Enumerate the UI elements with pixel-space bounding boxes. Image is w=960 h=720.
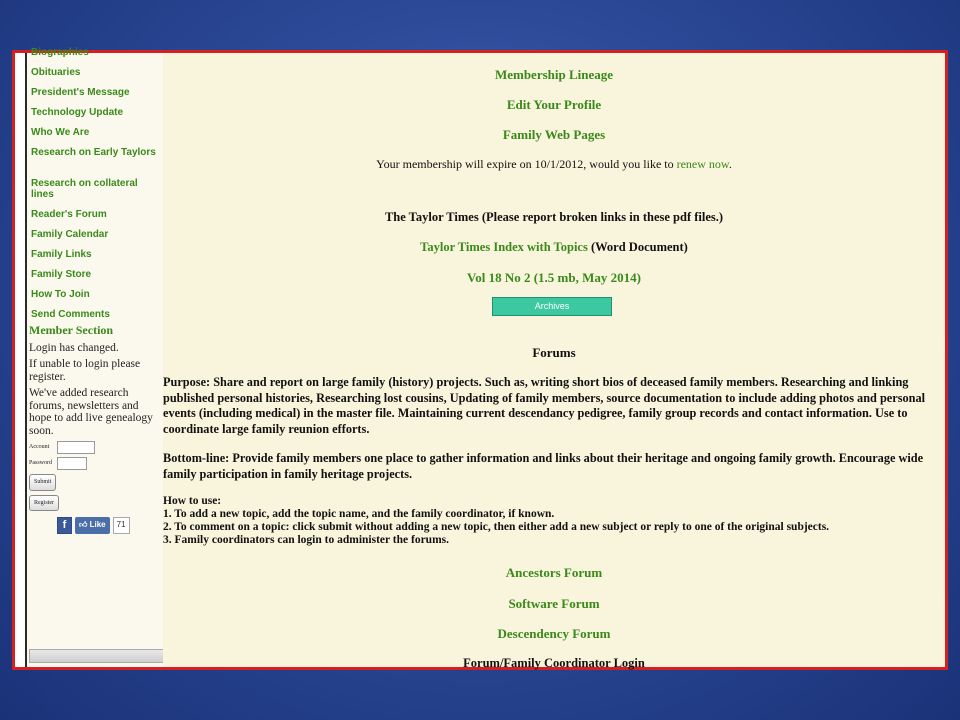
- renew-now-link[interactable]: renew now: [676, 157, 729, 171]
- expire-text: Your membership will expire on 10/1/2012, would you like to: [376, 157, 677, 171]
- research-forums-text: We've added research forums, newsletters and hope to add live genealogy soon.: [29, 387, 153, 437]
- sidebar-item-family-store[interactable]: Family Store: [31, 269, 92, 280]
- how-to-step-1: 1. To add a new topic, add the topic name, and the family coordinator, if known.: [163, 508, 555, 520]
- how-to-use-block: [163, 495, 947, 547]
- index-suffix: (Word Document): [587, 240, 688, 254]
- register-button[interactable]: Register: [29, 495, 59, 512]
- account-row: [29, 441, 161, 454]
- expire-end: .: [728, 157, 732, 171]
- sidebar-item-presidents-message[interactable]: President's Message: [31, 87, 130, 98]
- forums-bottom-line-text: Bottom-line: Provide family members one place to gather information and links about their heritage and ongoing family growth. Encourage wide family participation in family heritage projects.: [163, 451, 924, 481]
- thumbs-up-icon: 👍︎: [79, 520, 88, 530]
- login-changed-text: Login has changed.: [29, 341, 119, 354]
- sidebar-nav: [31, 47, 161, 329]
- membership-expire-notice: [163, 157, 945, 172]
- how-to-use-heading: How to use:: [163, 495, 222, 507]
- sidebar-item-technology-update[interactable]: Technology Update: [31, 107, 124, 118]
- edit-profile-link[interactable]: Edit Your Profile: [506, 97, 602, 112]
- password-row: [29, 457, 161, 470]
- member-section-heading: Member Section: [29, 323, 114, 337]
- social-bar: [57, 517, 161, 534]
- sidebar-item-obituaries[interactable]: Obituaries: [31, 67, 81, 78]
- sidebar-item-readers-forum[interactable]: Reader's Forum: [31, 209, 107, 220]
- sidebar: [25, 47, 165, 667]
- descendency-forum-link[interactable]: Descendency Forum: [497, 626, 611, 641]
- forums-purpose-text: Purpose: Share and report on large family (history) projects. Such as, writing short bios of deceased family members. Researching and linking published personal histories, Researching lost cousins, Updating of family members, source documentation to include adding photos and personal events (including medical) in the master file. Maintaining current descendancy pedigree, family group records and contact information. Use to coordinate large family reunion efforts.: [163, 375, 926, 436]
- submit-button[interactable]: Submit: [29, 474, 56, 491]
- password-label: Password: [29, 460, 53, 467]
- taylor-times-heading: The Taylor Times (Please report broken links in these pdf files.): [384, 210, 724, 224]
- facebook-icon[interactable]: f: [57, 517, 72, 534]
- how-to-step-2: 2. To comment on a topic: click submit without adding a new topic, then either add a new subject or reply to one of the original subjects.: [163, 521, 830, 533]
- vol-18-no-2-link[interactable]: Vol 18 No 2 (1.5 mb, May 2014): [467, 270, 641, 285]
- taylor-times-index-link[interactable]: Taylor Times Index with Topics: [420, 240, 588, 254]
- sidebar-item-send-comments[interactable]: Send Comments: [31, 309, 110, 320]
- sidebar-item-family-links[interactable]: Family Links: [31, 249, 92, 260]
- account-input[interactable]: [57, 441, 95, 454]
- coordinator-login-heading: Forum/Family Coordinator Login: [463, 656, 645, 670]
- browser-frame: [12, 47, 948, 670]
- account-label: Account: [29, 444, 50, 451]
- how-to-step-3: 3. Family coordinators can login to administer the forums.: [163, 534, 449, 546]
- ancestors-forum-link[interactable]: Ancestors Forum: [505, 565, 603, 580]
- software-forum-link[interactable]: Software Forum: [508, 596, 600, 611]
- register-notice-text: If unable to login please register.: [29, 358, 141, 383]
- like-label: Like: [89, 520, 106, 530]
- membership-lineage-link[interactable]: Membership Lineage: [494, 67, 614, 82]
- password-input[interactable]: [57, 457, 87, 470]
- like-count: 71: [113, 517, 130, 534]
- main-content: [163, 53, 945, 670]
- index-line: [163, 240, 945, 255]
- sidebar-item-how-to-join[interactable]: How To Join: [31, 289, 90, 300]
- family-web-pages-link[interactable]: Family Web Pages: [502, 127, 606, 142]
- sidebar-item-research-collateral-lines[interactable]: Research on collateral lines: [31, 178, 138, 200]
- archives-button[interactable]: Archives: [492, 297, 612, 316]
- sidebar-item-family-calendar[interactable]: Family Calendar: [31, 229, 109, 240]
- forums-heading: Forums: [532, 345, 576, 360]
- sidebar-item-research-early-taylors[interactable]: Research on Early Taylors: [31, 147, 156, 158]
- facebook-like-button[interactable]: [75, 517, 110, 534]
- sidebar-item-biographies[interactable]: Biographies: [31, 47, 89, 58]
- sidebar-item-who-we-are[interactable]: Who We Are: [31, 127, 90, 138]
- member-section: [29, 324, 161, 534]
